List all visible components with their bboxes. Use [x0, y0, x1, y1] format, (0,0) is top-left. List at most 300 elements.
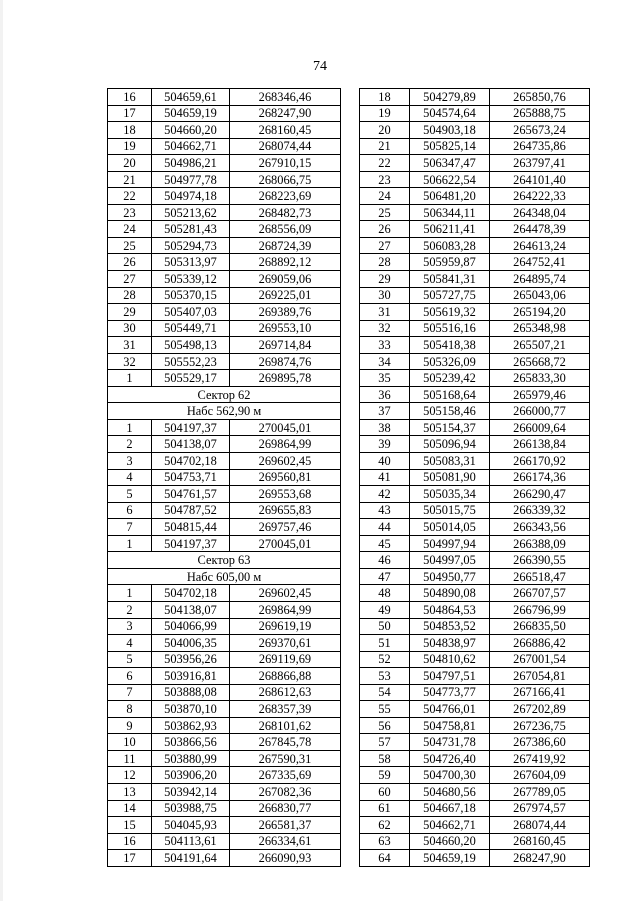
y-coordinate: 265888,75 [490, 105, 590, 122]
y-coordinate: 266343,56 [490, 519, 590, 536]
y-coordinate: 266290,47 [490, 486, 590, 503]
point-number: 42 [360, 486, 410, 503]
x-coordinate: 504006,35 [152, 635, 230, 652]
sector-header-row [108, 403, 341, 420]
coordinates-table-right [359, 88, 590, 867]
y-coordinate: 269895,78 [230, 370, 341, 387]
y-coordinate: 268074,44 [230, 138, 341, 155]
point-number: 54 [360, 684, 410, 701]
point-number: 31 [108, 337, 152, 354]
point-number: 16 [108, 833, 152, 850]
table-row [108, 783, 341, 800]
point-number: 16 [108, 89, 152, 106]
point-number: 5 [108, 486, 152, 503]
x-coordinate: 505326,09 [410, 353, 490, 370]
x-coordinate: 504810,62 [410, 651, 490, 668]
x-coordinate: 505407,03 [152, 304, 230, 321]
x-coordinate: 504113,61 [152, 833, 230, 850]
point-number: 11 [108, 750, 152, 767]
y-coordinate: 269389,76 [230, 304, 341, 321]
x-coordinate: 504680,56 [410, 783, 490, 800]
point-number: 29 [360, 271, 410, 288]
x-coordinate: 504662,71 [410, 817, 490, 834]
y-coordinate: 269370,61 [230, 635, 341, 652]
table-row [108, 254, 341, 271]
point-number: 30 [360, 287, 410, 304]
sector-header: Сектор 62 [108, 386, 341, 403]
y-coordinate: 266000,77 [490, 403, 590, 420]
y-coordinate: 267082,36 [230, 783, 341, 800]
point-number: 18 [108, 122, 152, 139]
point-number: 49 [360, 601, 410, 618]
table-row [360, 138, 590, 155]
point-number: 38 [360, 419, 410, 436]
point-number: 27 [108, 271, 152, 288]
table-row [108, 701, 341, 718]
y-coordinate: 269119,69 [230, 651, 341, 668]
table-row [360, 453, 590, 470]
table-row [108, 304, 341, 321]
table-row [108, 817, 341, 834]
point-number: 43 [360, 502, 410, 519]
point-number: 63 [360, 833, 410, 850]
table-row [108, 585, 341, 602]
point-number: 8 [108, 701, 152, 718]
y-coordinate: 269602,45 [230, 453, 341, 470]
point-number: 24 [360, 188, 410, 205]
point-number: 3 [108, 618, 152, 635]
point-number: 22 [360, 155, 410, 172]
x-coordinate: 504773,77 [410, 684, 490, 701]
table-row [360, 353, 590, 370]
table-row [108, 337, 341, 354]
point-number: 39 [360, 436, 410, 453]
x-coordinate: 504066,99 [152, 618, 230, 635]
x-coordinate: 505418,38 [410, 337, 490, 354]
y-coordinate: 264222,33 [490, 188, 590, 205]
y-coordinate: 266170,92 [490, 453, 590, 470]
point-number: 27 [360, 237, 410, 254]
table-row [360, 552, 590, 569]
y-coordinate: 266390,55 [490, 552, 590, 569]
y-coordinate: 264101,40 [490, 171, 590, 188]
y-coordinate: 267974,57 [490, 800, 590, 817]
table-row [108, 684, 341, 701]
point-number: 51 [360, 635, 410, 652]
y-coordinate: 267001,54 [490, 651, 590, 668]
x-coordinate: 504797,51 [410, 668, 490, 685]
y-coordinate: 264752,41 [490, 254, 590, 271]
table-row [108, 436, 341, 453]
table-row [108, 122, 341, 139]
y-coordinate: 267236,75 [490, 717, 590, 734]
table-row [360, 221, 590, 238]
x-coordinate: 503916,81 [152, 668, 230, 685]
point-number: 53 [360, 668, 410, 685]
table-row [108, 370, 341, 387]
point-number: 9 [108, 717, 152, 734]
sector-header-row [108, 568, 341, 585]
table-row [108, 850, 341, 867]
table-row [360, 535, 590, 552]
point-number: 48 [360, 585, 410, 602]
point-number: 23 [108, 204, 152, 221]
x-coordinate: 506622,54 [410, 171, 490, 188]
page-number: 74 [313, 59, 327, 74]
x-coordinate: 503880,99 [152, 750, 230, 767]
x-coordinate: 504731,78 [410, 734, 490, 751]
x-coordinate: 504997,05 [410, 552, 490, 569]
y-coordinate: 265507,21 [490, 337, 590, 354]
point-number: 36 [360, 386, 410, 403]
table-row [360, 370, 590, 387]
point-number: 26 [360, 221, 410, 238]
table-row [360, 817, 590, 834]
x-coordinate: 506083,28 [410, 237, 490, 254]
y-coordinate: 269560,81 [230, 469, 341, 486]
table-row [360, 618, 590, 635]
table-row [360, 403, 590, 420]
x-coordinate: 505516,16 [410, 320, 490, 337]
y-coordinate: 265348,98 [490, 320, 590, 337]
table-row [360, 122, 590, 139]
point-number: 44 [360, 519, 410, 536]
table-row [108, 353, 341, 370]
point-number: 21 [360, 138, 410, 155]
table-row [108, 519, 341, 536]
y-coordinate: 268101,62 [230, 717, 341, 734]
x-coordinate: 504815,44 [152, 519, 230, 536]
y-coordinate: 266518,47 [490, 568, 590, 585]
x-coordinate: 506347,47 [410, 155, 490, 172]
y-coordinate: 268556,09 [230, 221, 341, 238]
y-coordinate: 267789,05 [490, 783, 590, 800]
x-coordinate: 506481,20 [410, 188, 490, 205]
y-coordinate: 268160,45 [490, 833, 590, 850]
point-number: 40 [360, 453, 410, 470]
point-number: 15 [108, 817, 152, 834]
table-row [360, 287, 590, 304]
x-coordinate: 506211,41 [410, 221, 490, 238]
point-number: 41 [360, 469, 410, 486]
table-row [360, 734, 590, 751]
table-row [360, 89, 590, 106]
point-number: 29 [108, 304, 152, 321]
y-coordinate: 269864,99 [230, 601, 341, 618]
point-number: 25 [108, 237, 152, 254]
y-coordinate: 268247,90 [230, 105, 341, 122]
y-coordinate: 269602,45 [230, 585, 341, 602]
point-number: 52 [360, 651, 410, 668]
x-coordinate: 504045,93 [152, 817, 230, 834]
y-coordinate: 267202,89 [490, 701, 590, 718]
point-number: 60 [360, 783, 410, 800]
table-row [360, 701, 590, 718]
y-coordinate: 265043,06 [490, 287, 590, 304]
point-number: 62 [360, 817, 410, 834]
y-coordinate: 264735,86 [490, 138, 590, 155]
table-row [108, 271, 341, 288]
y-coordinate: 267910,15 [230, 155, 341, 172]
y-coordinate: 263797,41 [490, 155, 590, 172]
table-row [360, 237, 590, 254]
y-coordinate: 270045,01 [230, 535, 341, 552]
y-coordinate: 265194,20 [490, 304, 590, 321]
x-coordinate: 504753,71 [152, 469, 230, 486]
point-number: 7 [108, 684, 152, 701]
point-number: 25 [360, 204, 410, 221]
x-coordinate: 504667,18 [410, 800, 490, 817]
point-number: 64 [360, 850, 410, 867]
point-number: 7 [108, 519, 152, 536]
point-number: 59 [360, 767, 410, 784]
x-coordinate: 504279,89 [410, 89, 490, 106]
table-row [360, 750, 590, 767]
table-row [360, 668, 590, 685]
y-coordinate: 266009,64 [490, 419, 590, 436]
point-number: 14 [108, 800, 152, 817]
table-row [360, 783, 590, 800]
point-number: 37 [360, 403, 410, 420]
y-coordinate: 265668,72 [490, 353, 590, 370]
table-row [108, 204, 341, 221]
table-row [360, 271, 590, 288]
x-coordinate: 505154,37 [410, 419, 490, 436]
y-coordinate: 267166,41 [490, 684, 590, 701]
x-coordinate: 505213,62 [152, 204, 230, 221]
x-coordinate: 504787,52 [152, 502, 230, 519]
x-coordinate: 505096,94 [410, 436, 490, 453]
y-coordinate: 266174,36 [490, 469, 590, 486]
table-row [108, 155, 341, 172]
y-coordinate: 268074,44 [490, 817, 590, 834]
table-row [360, 419, 590, 436]
table-row [108, 833, 341, 850]
table-row [360, 601, 590, 618]
x-coordinate: 505313,97 [152, 254, 230, 271]
x-coordinate: 505619,32 [410, 304, 490, 321]
table-row [108, 734, 341, 751]
x-coordinate: 504726,40 [410, 750, 490, 767]
point-number: 61 [360, 800, 410, 817]
x-coordinate: 505959,87 [410, 254, 490, 271]
x-coordinate: 503956,26 [152, 651, 230, 668]
table-row [360, 850, 590, 867]
y-coordinate: 264478,39 [490, 221, 590, 238]
y-coordinate: 264613,24 [490, 237, 590, 254]
x-coordinate: 504838,97 [410, 635, 490, 652]
x-coordinate: 505449,71 [152, 320, 230, 337]
table-row [108, 419, 341, 436]
point-number: 57 [360, 734, 410, 751]
table-row [108, 717, 341, 734]
point-number: 1 [108, 585, 152, 602]
point-number: 5 [108, 651, 152, 668]
y-coordinate: 266334,61 [230, 833, 341, 850]
sector-header: Набс 605,00 м [108, 568, 341, 585]
x-coordinate: 505339,12 [152, 271, 230, 288]
point-number: 30 [108, 320, 152, 337]
table-row [360, 204, 590, 221]
y-coordinate: 266830,77 [230, 800, 341, 817]
y-coordinate: 269225,01 [230, 287, 341, 304]
table-row [108, 237, 341, 254]
x-coordinate: 505014,05 [410, 519, 490, 536]
y-coordinate: 266796,99 [490, 601, 590, 618]
y-coordinate: 267590,31 [230, 750, 341, 767]
table-row [360, 800, 590, 817]
table-row [108, 320, 341, 337]
x-coordinate: 503888,08 [152, 684, 230, 701]
point-number: 18 [360, 89, 410, 106]
point-number: 6 [108, 668, 152, 685]
y-coordinate: 268724,39 [230, 237, 341, 254]
point-number: 1 [108, 419, 152, 436]
x-coordinate: 504138,07 [152, 436, 230, 453]
x-coordinate: 505552,23 [152, 353, 230, 370]
point-number: 58 [360, 750, 410, 767]
y-coordinate: 266707,57 [490, 585, 590, 602]
point-number: 28 [360, 254, 410, 271]
y-coordinate: 265673,24 [490, 122, 590, 139]
sector-header-row [108, 552, 341, 569]
point-number: 32 [360, 320, 410, 337]
table-row [108, 618, 341, 635]
y-coordinate: 270045,01 [230, 419, 341, 436]
table-row [360, 105, 590, 122]
x-coordinate: 504974,18 [152, 188, 230, 205]
point-number: 28 [108, 287, 152, 304]
table-row [108, 188, 341, 205]
x-coordinate: 505168,64 [410, 386, 490, 403]
x-coordinate: 504890,08 [410, 585, 490, 602]
point-number: 26 [108, 254, 152, 271]
point-number: 50 [360, 618, 410, 635]
table-row [108, 502, 341, 519]
table-row [108, 287, 341, 304]
point-number: 6 [108, 502, 152, 519]
sector-header-row [108, 386, 341, 403]
table-row [108, 767, 341, 784]
table-row [108, 535, 341, 552]
x-coordinate: 504191,64 [152, 850, 230, 867]
y-coordinate: 267386,60 [490, 734, 590, 751]
y-coordinate: 267054,81 [490, 668, 590, 685]
point-number: 17 [108, 850, 152, 867]
y-coordinate: 268160,45 [230, 122, 341, 139]
point-number: 47 [360, 568, 410, 585]
y-coordinate: 265850,76 [490, 89, 590, 106]
x-coordinate: 505015,75 [410, 502, 490, 519]
y-coordinate: 264348,04 [490, 204, 590, 221]
y-coordinate: 266138,84 [490, 436, 590, 453]
table-row [108, 668, 341, 685]
table-row [360, 171, 590, 188]
x-coordinate: 504903,18 [410, 122, 490, 139]
point-number: 1 [108, 535, 152, 552]
x-coordinate: 505294,73 [152, 237, 230, 254]
table-row [360, 651, 590, 668]
table-row [108, 221, 341, 238]
y-coordinate: 268482,73 [230, 204, 341, 221]
point-number: 3 [108, 453, 152, 470]
y-coordinate: 268223,69 [230, 188, 341, 205]
y-coordinate: 266388,09 [490, 535, 590, 552]
table-row [360, 486, 590, 503]
x-coordinate: 504662,71 [152, 138, 230, 155]
y-coordinate: 267604,09 [490, 767, 590, 784]
table-row [108, 171, 341, 188]
table-row [108, 138, 341, 155]
x-coordinate: 504659,19 [152, 105, 230, 122]
table-row [360, 717, 590, 734]
point-number: 46 [360, 552, 410, 569]
point-number: 21 [108, 171, 152, 188]
y-coordinate: 267419,92 [490, 750, 590, 767]
table-row [360, 519, 590, 536]
point-number: 56 [360, 717, 410, 734]
x-coordinate: 504986,21 [152, 155, 230, 172]
x-coordinate: 504660,20 [152, 122, 230, 139]
x-coordinate: 504138,07 [152, 601, 230, 618]
y-coordinate: 265833,30 [490, 370, 590, 387]
table-row [108, 800, 341, 817]
x-coordinate: 504864,53 [410, 601, 490, 618]
point-number: 24 [108, 221, 152, 238]
x-coordinate: 503870,10 [152, 701, 230, 718]
y-coordinate: 269874,76 [230, 353, 341, 370]
x-coordinate: 505825,14 [410, 138, 490, 155]
point-number: 19 [360, 105, 410, 122]
point-number: 35 [360, 370, 410, 387]
table-row [360, 304, 590, 321]
y-coordinate: 268612,63 [230, 684, 341, 701]
table-row [360, 568, 590, 585]
y-coordinate: 269619,19 [230, 618, 341, 635]
point-number: 31 [360, 304, 410, 321]
point-number: 4 [108, 469, 152, 486]
table-row [360, 833, 590, 850]
x-coordinate: 505083,31 [410, 453, 490, 470]
y-coordinate: 266886,42 [490, 635, 590, 652]
y-coordinate: 269864,99 [230, 436, 341, 453]
x-coordinate: 503862,93 [152, 717, 230, 734]
table-row [360, 320, 590, 337]
table-row [360, 469, 590, 486]
table-row [108, 486, 341, 503]
point-number: 20 [360, 122, 410, 139]
x-coordinate: 505498,13 [152, 337, 230, 354]
x-coordinate: 505529,17 [152, 370, 230, 387]
x-coordinate: 504853,52 [410, 618, 490, 635]
x-coordinate: 505281,43 [152, 221, 230, 238]
x-coordinate: 504574,64 [410, 105, 490, 122]
y-coordinate: 266835,50 [490, 618, 590, 635]
point-number: 55 [360, 701, 410, 718]
y-coordinate: 268892,12 [230, 254, 341, 271]
y-coordinate: 268346,46 [230, 89, 341, 106]
x-coordinate: 504659,19 [410, 850, 490, 867]
table-row [108, 601, 341, 618]
point-number: 22 [108, 188, 152, 205]
table-row [360, 436, 590, 453]
table-row [360, 585, 590, 602]
y-coordinate: 264895,74 [490, 271, 590, 288]
y-coordinate: 268247,90 [490, 850, 590, 867]
y-coordinate: 269757,46 [230, 519, 341, 536]
x-coordinate: 504950,77 [410, 568, 490, 585]
x-coordinate: 503942,14 [152, 783, 230, 800]
